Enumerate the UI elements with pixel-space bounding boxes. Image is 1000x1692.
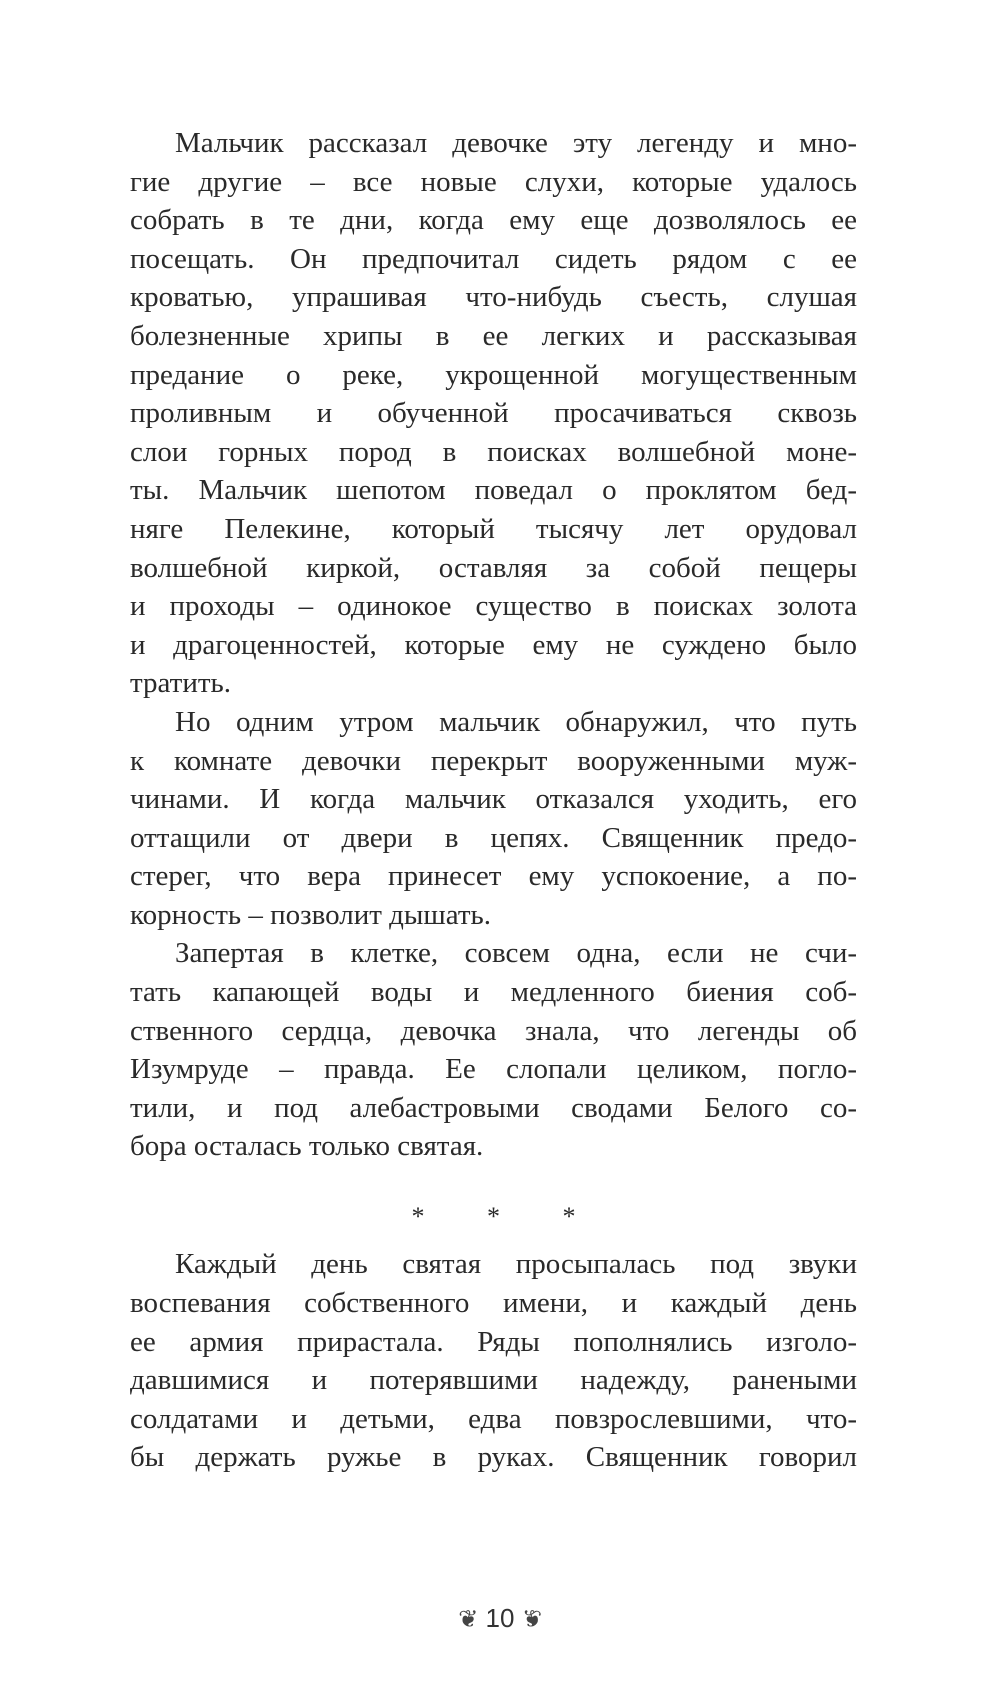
- text-line: и драгоценностей, которые ему не суждено было: [130, 628, 857, 661]
- text-line: бы держать ружье в руках. Священник говорил: [130, 1441, 857, 1474]
- book-page-text: [130, 124, 857, 1477]
- text-line: Каждый день святая просыпалась под звуки: [175, 1248, 857, 1281]
- paragraph: [130, 703, 857, 935]
- text-line: Мальчик рассказал девочке эту легенду и мно-: [175, 127, 857, 159]
- text-line: бора осталась только святая.: [130, 1130, 484, 1163]
- page-number: 10: [485, 1603, 515, 1633]
- text-line: чинами. И когда мальчик отказался уходить, его: [130, 783, 857, 816]
- text-line: няге Пелекине, который тысячу лет орудовал: [130, 512, 857, 545]
- text-line: и проходы – одинокое существо в поисках золота: [130, 590, 857, 623]
- text-line: предание о реке, укрощенной могущественным: [130, 358, 857, 391]
- text-line: собрать в те дни, когда ему еще дозволялось ее: [130, 204, 857, 237]
- paragraph: [130, 1245, 857, 1477]
- text-line: оттащили от двери в цепях. Священник предо-: [130, 821, 857, 854]
- text-line: тили, и под алебастровыми сводами Белого со-: [130, 1091, 857, 1124]
- paragraph: [130, 934, 857, 1166]
- page-footer: [0, 1603, 1000, 1634]
- text-line: болезненные хрипы в ее легких и рассказывая: [130, 319, 857, 352]
- text-line: корность – позволит дышать.: [130, 898, 491, 931]
- text-line: к комнате девочки перекрыт вооруженными муж-: [130, 744, 857, 777]
- text-line: гие другие – все новые слухи, которые удалось: [130, 165, 857, 198]
- text-line: ственного сердца, девочка знала, что легенды об: [130, 1014, 857, 1047]
- text-line: волшебной киркой, оставляя за собой пещеры: [130, 551, 857, 584]
- section-separator: * * *: [411, 1202, 604, 1232]
- text-line: ты. Мальчик шепотом поведал о проклятом бед-: [130, 474, 857, 507]
- text-line: посещать. Он предпочитал сидеть рядом с ее: [130, 242, 857, 275]
- text-line: ее армия прирастала. Ряды пополнялись изголо-: [130, 1325, 857, 1358]
- text-line: Изумруде – правда. Ее слопали целиком, погло-: [130, 1053, 857, 1086]
- text-line: тратить.: [130, 667, 231, 700]
- text-line: стерег, что вера принесет ему успокоение, а по-: [130, 860, 857, 893]
- text-line: Но одним утром мальчик обнаружил, что путь: [175, 705, 857, 738]
- text-line: проливным и обученной просачиваться сквозь: [130, 397, 857, 430]
- text-line: давшимися и потерявшими надежду, ранеными: [130, 1364, 857, 1397]
- ornament-left-icon: ❦: [458, 1605, 479, 1633]
- paragraph: [130, 124, 857, 703]
- text-line: кроватью, упрашивая что-нибудь съесть, слушая: [130, 281, 857, 314]
- text-line: слои горных пород в поисках волшебной моне-: [130, 435, 857, 468]
- ornament-right-icon: ❦: [521, 1605, 542, 1633]
- text-line: тать капающей воды и медленного биения соб-: [130, 976, 857, 1009]
- text-line: Запертая в клетке, совсем одна, если не счи-: [175, 937, 857, 970]
- text-line: воспевания собственного имени, и каждый день: [130, 1287, 857, 1320]
- text-line: солдатами и детьми, едва повзрослевшими, что-: [130, 1402, 857, 1435]
